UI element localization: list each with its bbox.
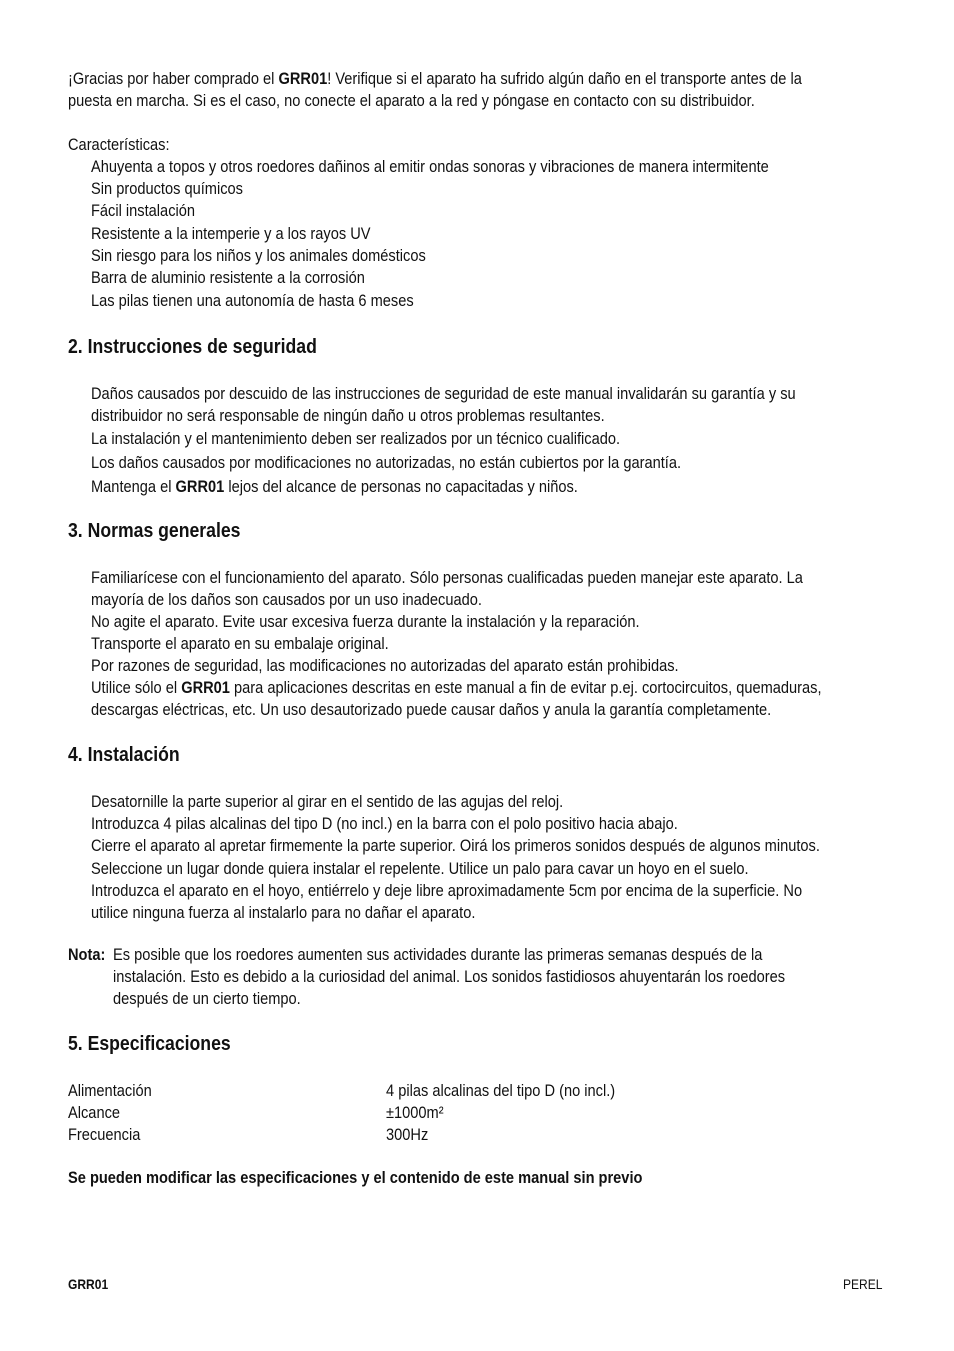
safety-text-part: lejos del alcance de personas no capacitadas y niños.	[224, 477, 578, 496]
product-code: GRR01	[278, 69, 328, 88]
general-text: No agite el aparato. Evite usar excesiva fuerza durante la instalación y la reparación.	[91, 612, 640, 631]
installation-step: Desatornille la parte superior al girar en el sentido de las agujas del reloj.	[91, 792, 564, 811]
safety-text: La instalación y el mantenimiento deben ser realizados por un técnico cualificado.	[91, 429, 621, 448]
feature-item: Sin riesgo para los niños y los animales domésticos	[91, 246, 426, 265]
note-text: instalación. Esto es debido a la curiosidad del animal. Los sonidos fastidiosos ahuyentarán los roedores	[113, 967, 786, 986]
general-text: Por razones de seguridad, las modificaciones no autorizadas del aparato están prohibidas.	[91, 656, 679, 675]
spec-label: Alcance	[68, 1103, 121, 1122]
note-label: Nota:	[68, 945, 106, 964]
general-text: Familiarícese con el funcionamiento del aparato. Sólo personas cualificadas pueden manejar este aparato. La	[91, 568, 803, 587]
installation-step: Cierre el aparato al apretar firmemente la parte superior. Oirá los primeros sonidos después de algunos minutos.	[91, 836, 820, 855]
feature-item: Resistente a la intemperie y a los rayos UV	[91, 224, 371, 243]
spec-label: Frecuencia	[68, 1125, 141, 1144]
footer-product-code: GRR01	[68, 1276, 109, 1292]
intro-text: ! Verifique si el aparato ha sufrido algún daño en el transporte antes de la	[327, 69, 802, 88]
installation-step: utilice ninguna fuerza al instalarlo para no dañar el aparato.	[91, 903, 476, 922]
section-heading-general: 3. Normas generales	[68, 519, 241, 542]
general-text: Transporte el aparato en su embalaje original.	[91, 634, 389, 653]
general-text	[91, 677, 940, 699]
intro-line-2: puesta en marcha. Si es el caso, no conecte el aparato a la red y póngase en contacto con su distribuidor.	[68, 91, 755, 110]
intro-line-1	[68, 68, 921, 90]
feature-item: Las pilas tienen una autonomía de hasta 6 meses	[91, 291, 414, 310]
general-text: descargas eléctricas, etc. Un uso desautorizado puede causar daños y anula la garantía completamente.	[91, 700, 772, 719]
safety-text: Los daños causados por modificaciones no autorizadas, no están cubiertos por la garantía.	[91, 453, 682, 472]
section-heading-specifications: 5. Especificaciones	[68, 1032, 231, 1055]
installation-step: Seleccione un lugar donde quiera instalar el repelente. Utilice un palo para cavar un hoyo en el suelo.	[91, 859, 749, 878]
footer-brand: PEREL	[843, 1276, 883, 1292]
safety-text: Daños causados por descuido de las instrucciones de seguridad de este manual invalidarán su garantía y su	[91, 384, 796, 403]
note-text: después de un cierto tiempo.	[113, 989, 301, 1008]
spec-value: 300Hz	[386, 1125, 429, 1144]
general-text-part: Utilice sólo el	[91, 678, 182, 697]
product-code: GRR01	[175, 477, 225, 496]
intro-text: ¡Gracias por haber comprado el	[68, 69, 279, 88]
spec-label: Alimentación	[68, 1081, 152, 1100]
safety-text: distribuidor no será responsable de ningún daño u otros problemas resultantes.	[91, 406, 605, 425]
note-text: Es posible que los roedores aumenten sus actividades durante las primeras semanas después de la	[113, 945, 763, 964]
feature-item: Ahuyenta a topos y otros roedores dañinos al emitir ondas sonoras y vibraciones de manera intermitente	[91, 157, 769, 176]
feature-item: Sin productos químicos	[91, 179, 243, 198]
safety-text-part: Mantenga el	[91, 477, 176, 496]
features-title: Características:	[68, 135, 170, 154]
feature-item: Barra de aluminio resistente a la corrosión	[91, 268, 365, 287]
general-text-part: para aplicaciones descritas en este manual a fin de evitar p.ej. cortocircuitos, quemaduras,	[229, 678, 822, 697]
section-heading-installation: 4. Instalación	[68, 743, 180, 766]
spec-value: 4 pilas alcalinas del tipo D (no incl.)	[386, 1081, 616, 1100]
feature-item: Fácil instalación	[91, 201, 196, 220]
installation-step: Introduzca el aparato en el hoyo, entiérrelo y deje libre aproximadamente 5cm por encima de la superficie. No	[91, 881, 803, 900]
general-text: mayoría de los daños son causados por un uso inadecuado.	[91, 590, 482, 609]
section-heading-safety: 2. Instrucciones de seguridad	[68, 335, 317, 358]
spec-value: ±1000m²	[386, 1103, 444, 1122]
product-code: GRR01	[181, 678, 230, 697]
installation-step: Introduzca 4 pilas alcalinas del tipo D (no incl.) en la barra con el polo positivo hacia abajo.	[91, 814, 678, 833]
disclaimer: Se pueden modificar las especificaciones y el contenido de este manual sin previo	[68, 1168, 643, 1187]
safety-text	[91, 476, 657, 498]
